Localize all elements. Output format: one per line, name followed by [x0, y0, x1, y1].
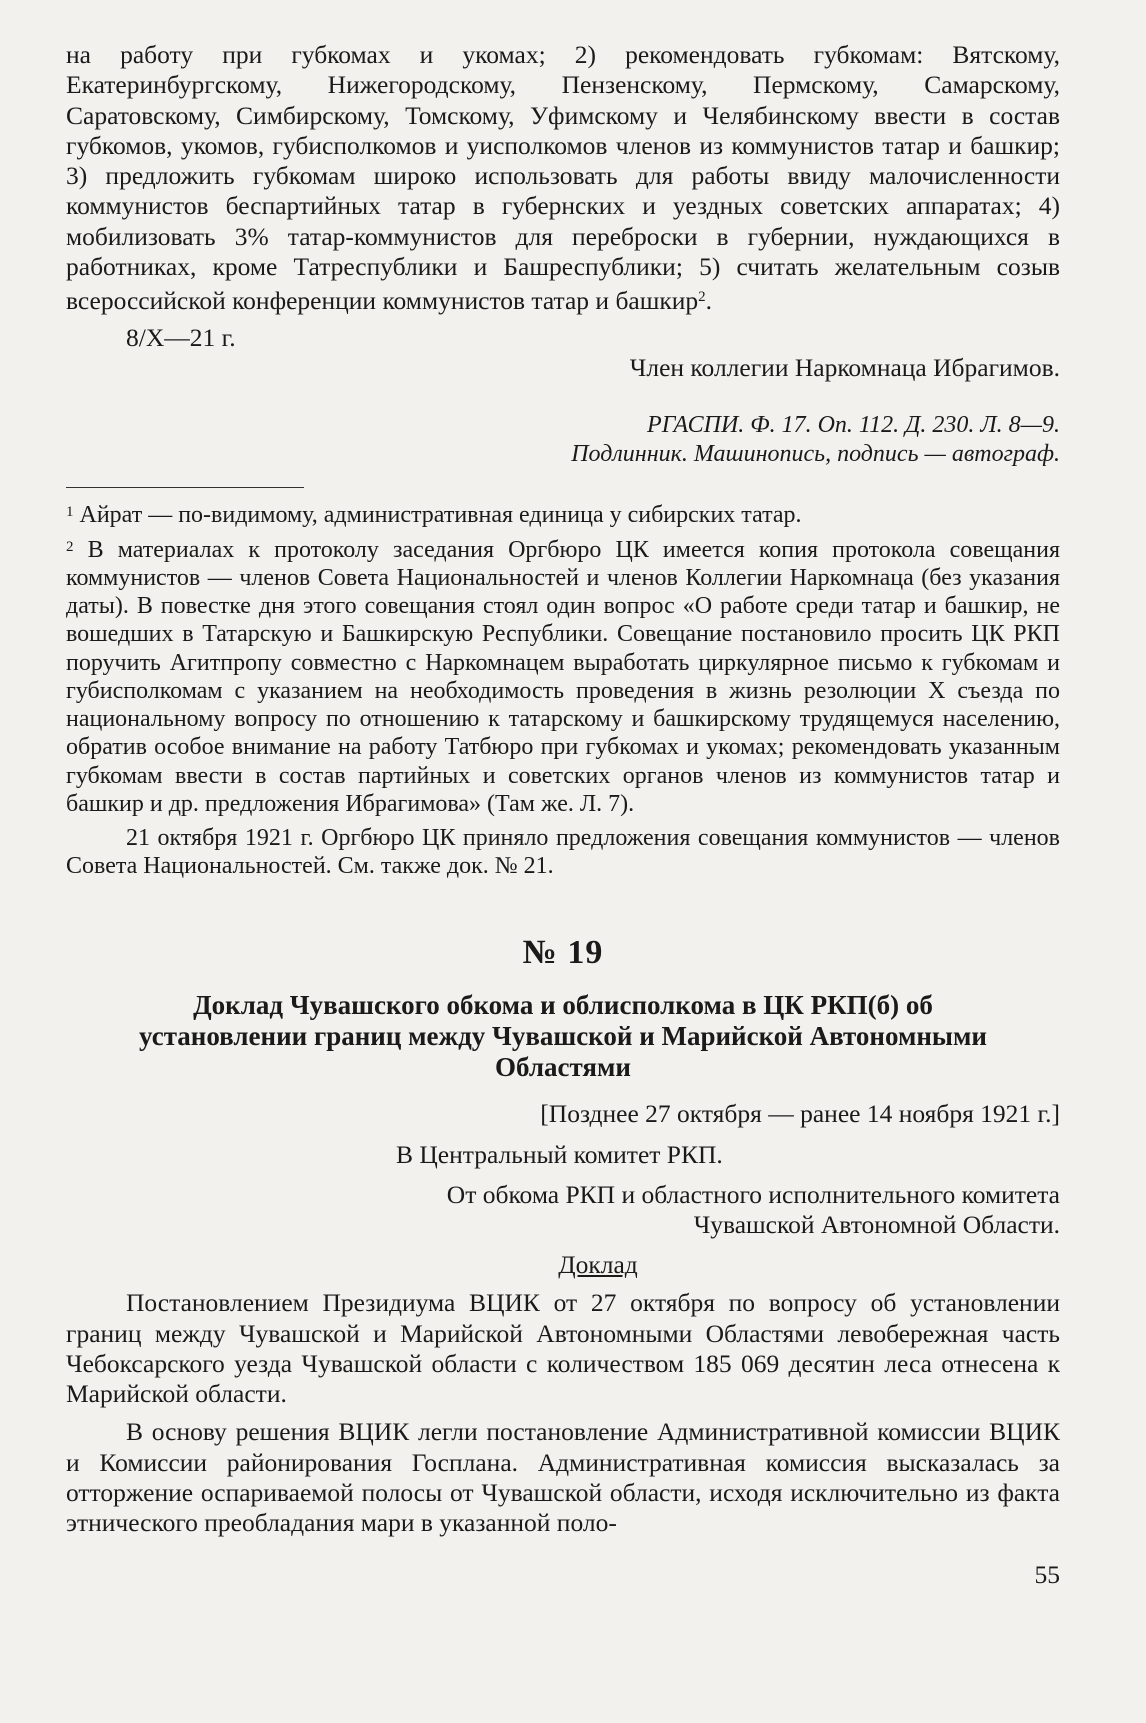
footnote-1-number: 1	[66, 503, 74, 520]
footnote-1-text: Айрат — по-видимому, административная единица у сибирских татар.	[79, 501, 802, 528]
footnote-2-text: В материалах к протоколу заседания Оргбюро ЦК имеется копия протокола совещания коммунистов — членов Совета Национальностей и членов Коллегии Наркомнаца (без указания даты). В повестке дня этого совещания стоял один вопрос «О работе среди татар и башкир, не вошедших в Татарскую и Башкирскую Республики. Совещание постановило просить ЦК РКП поручить Агитпропу совместно с Наркомнацем выработать циркулярное письмо к губкомам и губисполкомам с указанием на необходимость проведения в жизнь резолюции Х съезда по национальному вопросу по отношению к татарскому и башкирскому трудящемуся населению, обратив особое внимание на работу Татбюро при губкомах и укомах; рекомендовать указанным губкомам ввести в состав партийных и советских органов членов из коммунистов татар и башкир и др. предложения Ибрагимова» (Там же. Л. 7).	[66, 536, 1061, 817]
signoff-date: 8/Х—21 г.	[126, 322, 236, 352]
document-date-range: [Позднее 27 октября — ранее 14 ноября 1921 г.]	[540, 1099, 1060, 1129]
body-paragraph-2: В основу решения ВЦИК легли постановление Административной комиссии ВЦИК и Комиссии районирования Госплана. Административная комиссия высказалась за отторжение оспариваемой полосы от Чувашской области, исходя исключительно из факта этнического преобладания мари в указанной поло-	[66, 1417, 1060, 1538]
report-heading: Доклад	[558, 1250, 638, 1280]
document-number: № 19	[522, 934, 604, 972]
signoff	[66, 322, 1060, 382]
opening-paragraph	[66, 40, 1060, 317]
signoff-signer: Член коллегии Наркомнаца Ибрагимов.	[629, 352, 1060, 382]
document-sender	[66, 1180, 1060, 1241]
body-paragraph-1: Постановлением Президиума ВЦИК от 27 октября по вопросу об установлении границ между Чувашской и Марийской Автономными Областями левобережная часть Чебоксарского уезда Чувашской области с количеством 185 069 десятин леса отнесена к Марийской области.	[66, 1288, 1060, 1409]
footnote-1	[66, 498, 1060, 529]
footnote-2-continuation: 21 октября 1921 г. Оргбюро ЦК приняло предложения совещания коммунистов — членов Совета Национальностей. См. также док. № 21.	[66, 824, 1060, 880]
page-number: 55	[1034, 1560, 1060, 1589]
document-addressee: В Центральный комитет РКП.	[396, 1139, 723, 1169]
document-title: Доклад Чувашского обкома и облисполкома в ЦК РКП(б) об установлении границ между Чувашской и Марийской Автономными Областями	[139, 990, 987, 1083]
footnote-2-number: 2	[66, 538, 74, 555]
opening-paragraph-end: .	[705, 286, 713, 316]
archive-reference	[66, 411, 1060, 469]
footnote-ref-2[interactable]: 2	[698, 289, 706, 306]
sender-line-1: От обкома РКП и областного исполнительного комитета	[446, 1179, 1060, 1209]
opening-paragraph-text: на работу при губкомах и укомах; 2) рекомендовать губкомам: Вятскому, Екатеринбургскому, Нижегородскому, Пензенскому, Пермскому, Самарскому, Саратовскому, Симбирскому, Томскому, Уфимскому и Челябинскому ввести в состав губкомов, укомов, губисполкомов и уисполкомов членов из коммунистов татар и башкир; 3) предложить губкомам широко использовать для работы ввиду малочисленности коммунистов беспартийных татар в губернских и уездных советских аппаратах; 4) мобилизовать 3% татар-коммунистов для переброски в губернии, нуждающихся в работниках, кроме Татреспублики и Башреспублики; 5) считать желательным созыв всероссийской конференции коммунистов татар и башкир	[66, 40, 1060, 316]
footnote-divider	[66, 487, 304, 488]
archive-ref: РГАСПИ. Ф. 17. Оп. 112. Д. 230. Л. 8—9.	[647, 411, 1060, 438]
sender-line-2: Чувашской Автономной Области.	[693, 1209, 1060, 1239]
archive-note: Подлинник. Машинопись, подпись — автограф.	[571, 440, 1060, 467]
footnote-2	[66, 533, 1060, 818]
